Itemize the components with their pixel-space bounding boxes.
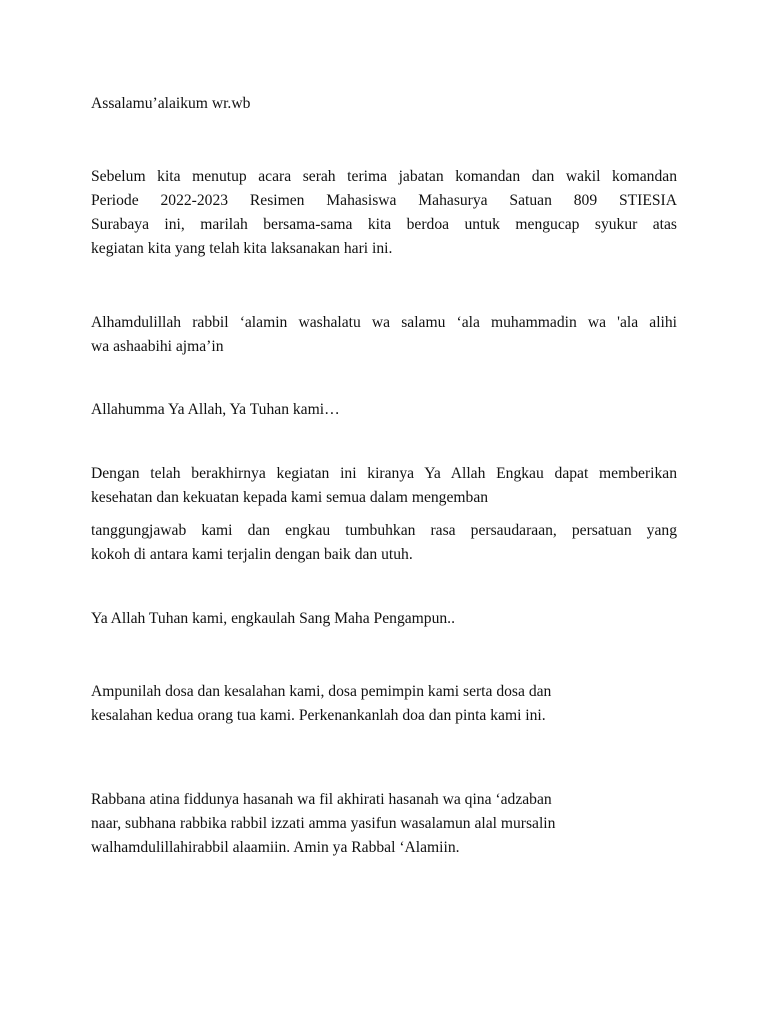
- greeting-text: [91, 92, 677, 116]
- request-line-1: Dengan telah berakhirnya kegiatan ini kiranya Ya Allah Engkau dapat memberikan: [91, 465, 677, 482]
- forgiveness-title-paragraph: [91, 607, 677, 631]
- request-line-2: kesehatan dan kekuatan kepada kami semua dalam mengemban: [91, 489, 489, 506]
- forgiveness-line-2: kesalahan kedua orang tua kami. Perkenankanlah doa dan pinta kami ini.: [91, 707, 546, 724]
- invocation-line: Allahumma Ya Allah, Ya Tuhan kami…: [91, 401, 340, 418]
- request-paragraph-1: [91, 462, 677, 510]
- request-line-4: kokoh di antara kami terjalin dengan baik dan utuh.: [91, 546, 413, 563]
- closing-line-3: walhamdulillahirabbil alaamiin. Amin ya Rabbal ‘Alamiin.: [91, 839, 460, 856]
- request-paragraph-2: [91, 519, 677, 567]
- forgiveness-title-line: Ya Allah Tuhan kami, engkaulah Sang Maha Pengampun..: [91, 610, 455, 627]
- closing-line-2: naar, subhana rabbika rabbil izzati amma yasifun wasalamun alal mursalin: [91, 815, 556, 832]
- praise-paragraph: [91, 311, 677, 359]
- opening-line-1: Sebelum kita menutup acara serah terima jabatan komandan dan wakil komandan: [91, 168, 677, 185]
- opening-line-4: kegiatan kita yang telah kita laksanakan hari ini.: [91, 240, 393, 257]
- forgiveness-line-1: Ampunilah dosa dan kesalahan kami, dosa pemimpin kami serta dosa dan: [91, 683, 552, 700]
- closing-line-1: Rabbana atina fiddunya hasanah wa fil akhirati hasanah wa qina ‘adzaban: [91, 791, 552, 808]
- opening-line-2: Periode 2022-2023 Resimen Mahasiswa Mahasurya Satuan 809 STIESIA: [91, 192, 677, 209]
- opening-paragraph: [91, 165, 677, 261]
- praise-line-1: Alhamdulillah rabbil ‘alamin washalatu wa salamu ‘ala muhammadin wa 'ala alihi: [91, 314, 677, 331]
- greeting-line: Assalamu’alaikum wr.wb: [91, 95, 251, 112]
- closing-paragraph: [91, 788, 677, 860]
- request-line-3: tanggungjawab kami dan engkau tumbuhkan rasa persaudaraan, persatuan yang: [91, 522, 677, 539]
- invocation-paragraph: [91, 398, 677, 422]
- forgiveness-paragraph: [91, 680, 677, 728]
- praise-line-2: wa ashaabihi ajma’in: [91, 338, 224, 355]
- opening-line-3: Surabaya ini, marilah bersama-sama kita berdoa untuk mengucap syukur atas: [91, 216, 677, 233]
